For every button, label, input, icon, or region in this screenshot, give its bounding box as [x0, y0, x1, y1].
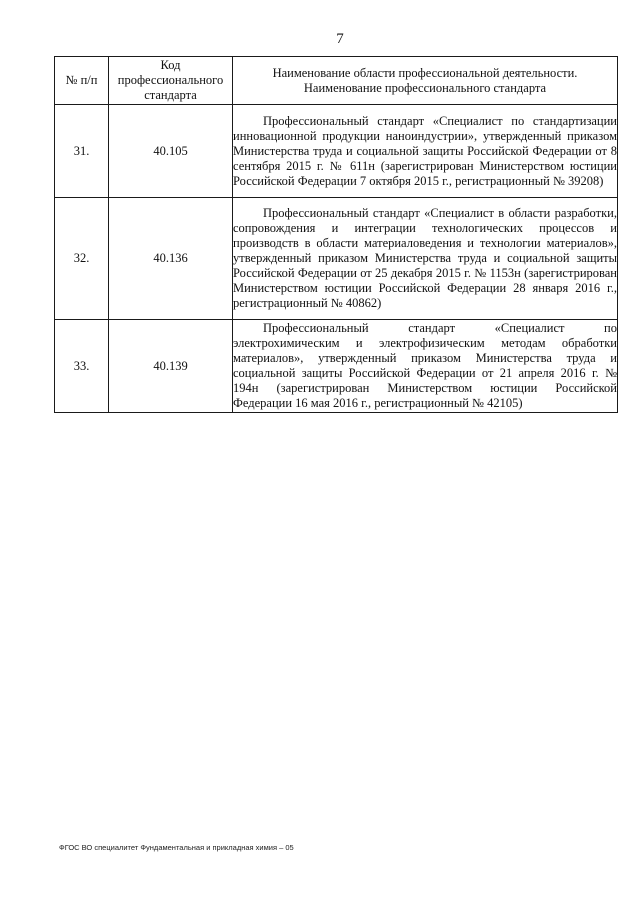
table-row [55, 105, 618, 198]
professional-standards-table [54, 56, 618, 413]
header-name-line2: Наименование профессионального стандарта [303, 80, 547, 95]
header-name [233, 57, 618, 105]
row-number: 31. [55, 105, 109, 198]
table-row [55, 320, 618, 413]
row-code: 40.136 [109, 198, 233, 320]
row-code: 40.139 [109, 320, 233, 413]
row-standard-name: Профессиональный стандарт «Специалист по стандартизации инновационной продукции наноиндустрии», утвержденный приказом Министерства труда и социальной защиты Российской Федерации от 8 сентября 2015 г. № 611н (зарегистрирован Министерством юстиции Российской Федерации 7 октября 2015 г., регистрационный № 39208) [233, 105, 618, 198]
page-number: 7 [336, 31, 344, 47]
row-standard-name: Профессиональный стандарт «Специалист в области разработки, сопровождения и интеграции технологических процессов и производств в области материаловедения и технологии материалов», утвержденный приказом Министерства труда и социальной защиты Российской Федерации от 25 декабря 2015 г. № 1153н (зарегистрирован Министерством юстиции Российской Федерации 28 января 2016 г., регистрационный № 40862) [233, 198, 618, 320]
row-number: 32. [55, 198, 109, 320]
row-number: 33. [55, 320, 109, 413]
header-number: № п/п [55, 57, 109, 105]
row-standard-name: Профессиональный стандарт «Специалист по электрохимическим и электрофизическим методам обработки материалов», утвержденный приказом Министерства труда и социальной защиты Российской Федерации от 21 апреля 2016 г. № 194н (зарегистрирован Министерством юстиции Российской Федерации 16 мая 2016 г., регистрационный № 42105) [233, 320, 618, 413]
table-header-row [55, 57, 618, 105]
row-code: 40.105 [109, 105, 233, 198]
header-name-line1: Наименование области профессиональной деятельности. [272, 65, 578, 80]
header-code: Код профессионального стандарта [109, 57, 233, 105]
document-footer: ФГОС ВО специалитет Фундаментальная и прикладная химия – 05 [59, 843, 294, 852]
table-row [55, 198, 618, 320]
